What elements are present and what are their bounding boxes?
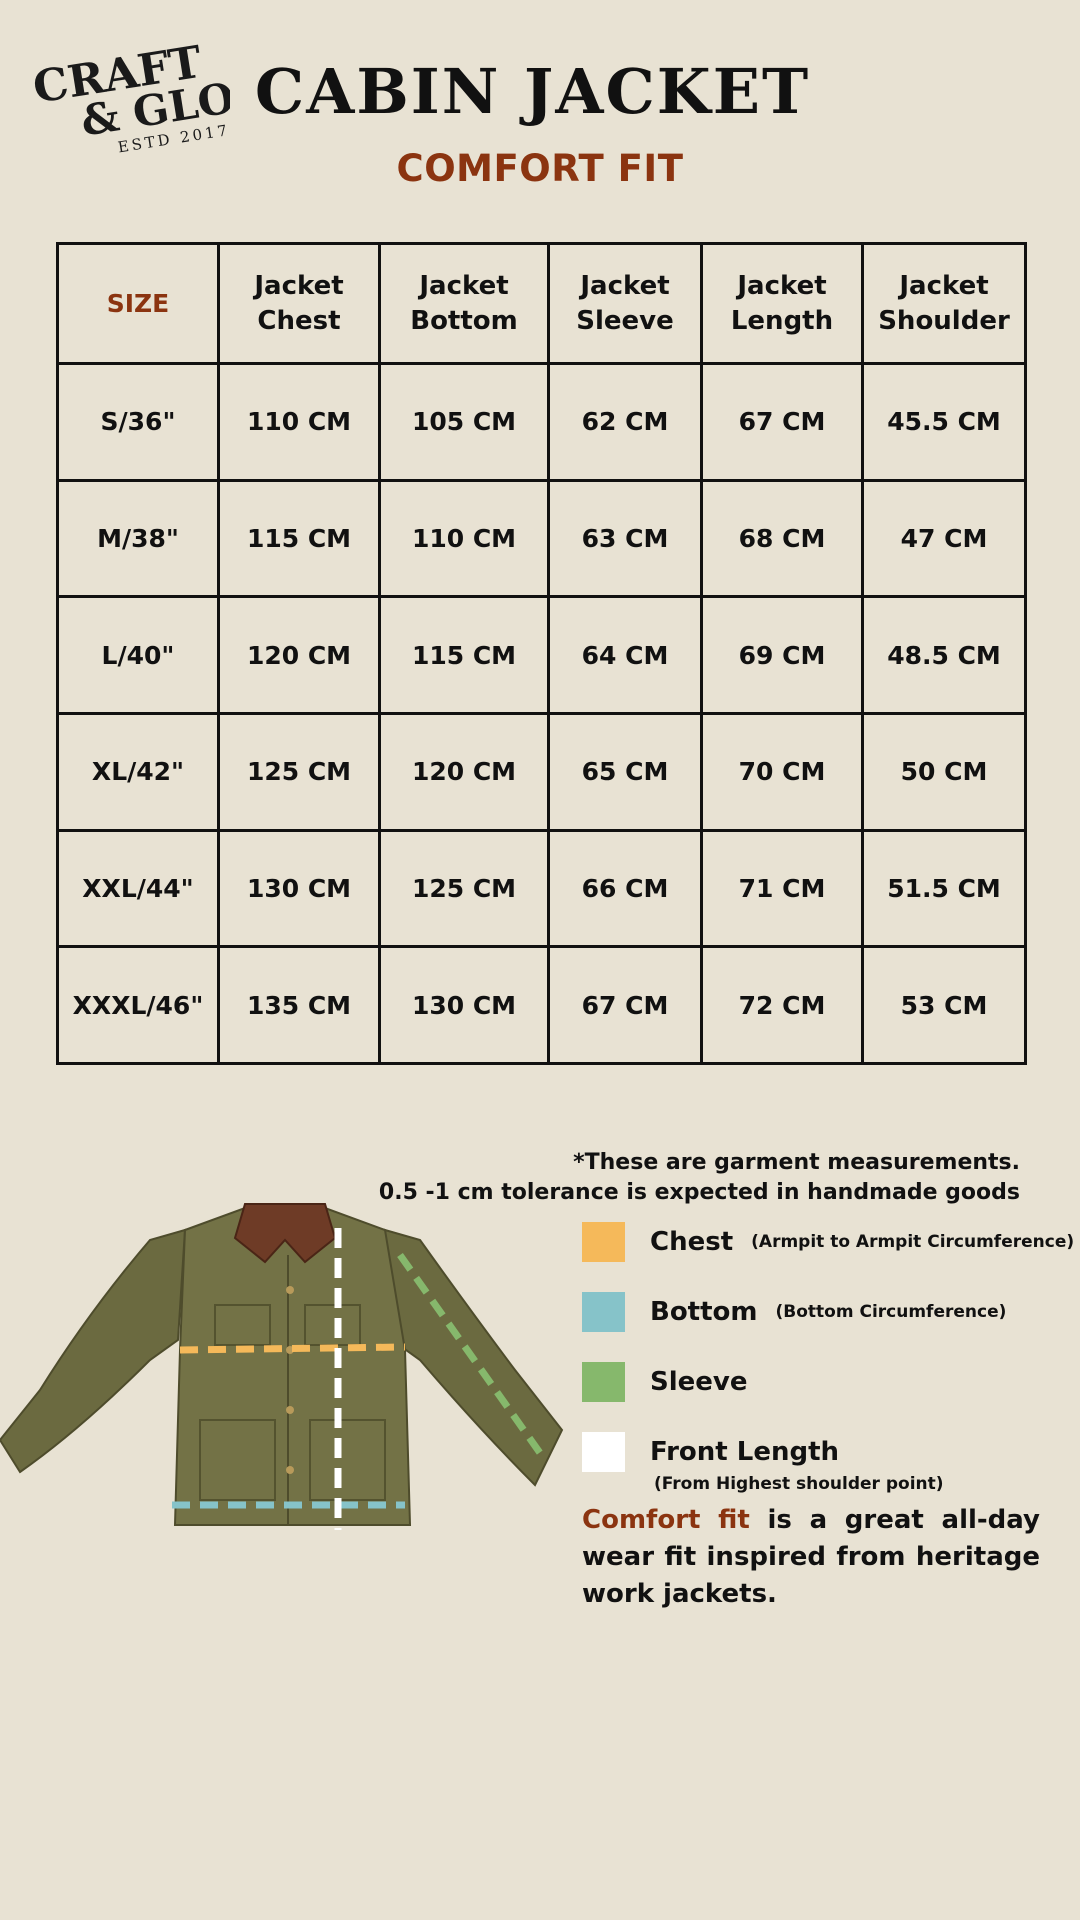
brand-logo-line1: CRAFT xyxy=(30,36,206,114)
table-header-text: Chest xyxy=(257,305,341,336)
table-header-size xyxy=(58,244,219,364)
table-cell: 70 CM xyxy=(702,713,863,830)
table-cell: 69 CM xyxy=(702,597,863,714)
legend-item-front-length xyxy=(582,1432,944,1494)
table-cell: 47 CM xyxy=(863,480,1026,597)
table-cell: 67 CM xyxy=(702,364,863,481)
legend-label: Front Length xyxy=(650,1437,840,1467)
table-cell-size: M/38" xyxy=(58,480,219,597)
table-cell: 48.5 CM xyxy=(863,597,1026,714)
table-header-chest xyxy=(219,244,380,364)
table-cell: 130 CM xyxy=(219,830,380,947)
table-row xyxy=(58,830,1026,947)
table-cell: 53 CM xyxy=(863,947,1026,1064)
measurement-note xyxy=(379,1148,1020,1208)
table-cell: 110 CM xyxy=(219,364,380,481)
legend-label: Sleeve xyxy=(650,1367,748,1397)
table-cell-size: L/40" xyxy=(58,597,219,714)
legend-swatch-green xyxy=(582,1362,625,1402)
table-cell: 120 CM xyxy=(380,713,549,830)
table-cell: 130 CM xyxy=(380,947,549,1064)
table-header-text: Length xyxy=(730,305,834,336)
measurement-note-line2: 0.5 -1 cm tolerance is expected in handmade goods xyxy=(378,1180,1020,1205)
legend-desc: (Armpit to Armpit Circumference) xyxy=(751,1232,1075,1252)
table-header-text: Jacket xyxy=(419,270,509,301)
table-header-text: Jacket xyxy=(580,270,670,301)
table-cell-size: S/36" xyxy=(58,364,219,481)
table-cell: 71 CM xyxy=(702,830,863,947)
table-header-row xyxy=(58,244,1026,364)
table-header-length xyxy=(702,244,863,364)
table-cell-size: XXL/44" xyxy=(58,830,219,947)
legend-desc: (From Highest shoulder point) xyxy=(654,1474,944,1494)
legend-desc: (Bottom Circumference) xyxy=(775,1302,1007,1322)
table-cell: 62 CM xyxy=(549,364,702,481)
table-cell: 51.5 CM xyxy=(863,830,1026,947)
table-cell: 72 CM xyxy=(702,947,863,1064)
table-header-text: Sleeve xyxy=(576,305,674,336)
table-row xyxy=(58,713,1026,830)
table-header-bottom xyxy=(380,244,549,364)
table-cell: 120 CM xyxy=(219,597,380,714)
measurement-legend xyxy=(582,1222,1080,1494)
table-cell: 125 CM xyxy=(380,830,549,947)
table-header-text: SIZE xyxy=(106,289,170,318)
table-cell: 125 CM xyxy=(219,713,380,830)
table-cell: 50 CM xyxy=(863,713,1026,830)
measurement-note-line1: *These are garment measurements. xyxy=(573,1150,1020,1175)
page-subtitle: COMFORT FIT xyxy=(396,147,684,190)
table-header-text: Bottom xyxy=(410,305,518,336)
table-header-shoulder xyxy=(863,244,1026,364)
legend-swatch-blue xyxy=(582,1292,625,1332)
fit-description-text: is a great all-day wear fit inspired from heritage work jackets. xyxy=(582,1505,1040,1609)
brand-logo-line2: & GLORY xyxy=(77,63,230,146)
size-chart-table xyxy=(56,242,1027,1065)
table-row xyxy=(58,364,1026,481)
page-title: CABIN JACKET xyxy=(254,55,811,128)
table-header-text: Jacket xyxy=(899,270,989,301)
legend-item-sleeve xyxy=(582,1362,748,1402)
table-cell: 65 CM xyxy=(549,713,702,830)
table-cell: 110 CM xyxy=(380,480,549,597)
legend-label: Bottom xyxy=(650,1297,758,1327)
legend-swatch-white xyxy=(582,1432,625,1472)
table-cell-size: XXXL/46" xyxy=(58,947,219,1064)
legend-item-bottom xyxy=(582,1292,1006,1332)
fit-description-accent: Comfort fit xyxy=(582,1505,750,1535)
legend-swatch-orange xyxy=(582,1222,625,1262)
table-cell: 63 CM xyxy=(549,480,702,597)
table-cell: 105 CM xyxy=(380,364,549,481)
table-cell: 45.5 CM xyxy=(863,364,1026,481)
table-header-text: Jacket xyxy=(254,270,344,301)
table-cell: 67 CM xyxy=(549,947,702,1064)
table-row xyxy=(58,597,1026,714)
table-cell: 66 CM xyxy=(549,830,702,947)
table-cell: 135 CM xyxy=(219,947,380,1064)
table-cell-size: XL/42" xyxy=(58,713,219,830)
jacket-image xyxy=(0,1200,565,1540)
fit-description xyxy=(582,1502,1040,1613)
table-cell: 115 CM xyxy=(219,480,380,597)
brand-logo-estd: ESTD 2017 xyxy=(116,120,230,156)
legend-item-chest xyxy=(582,1222,1074,1262)
table-cell: 64 CM xyxy=(549,597,702,714)
table-header-text: Jacket xyxy=(737,270,827,301)
table-cell: 115 CM xyxy=(380,597,549,714)
table-row xyxy=(58,947,1026,1064)
table-header-text: Shoulder xyxy=(878,305,1010,336)
table-header-sleeve xyxy=(549,244,702,364)
table-row xyxy=(58,480,1026,597)
legend-label: Chest xyxy=(650,1227,734,1257)
table-cell: 68 CM xyxy=(702,480,863,597)
